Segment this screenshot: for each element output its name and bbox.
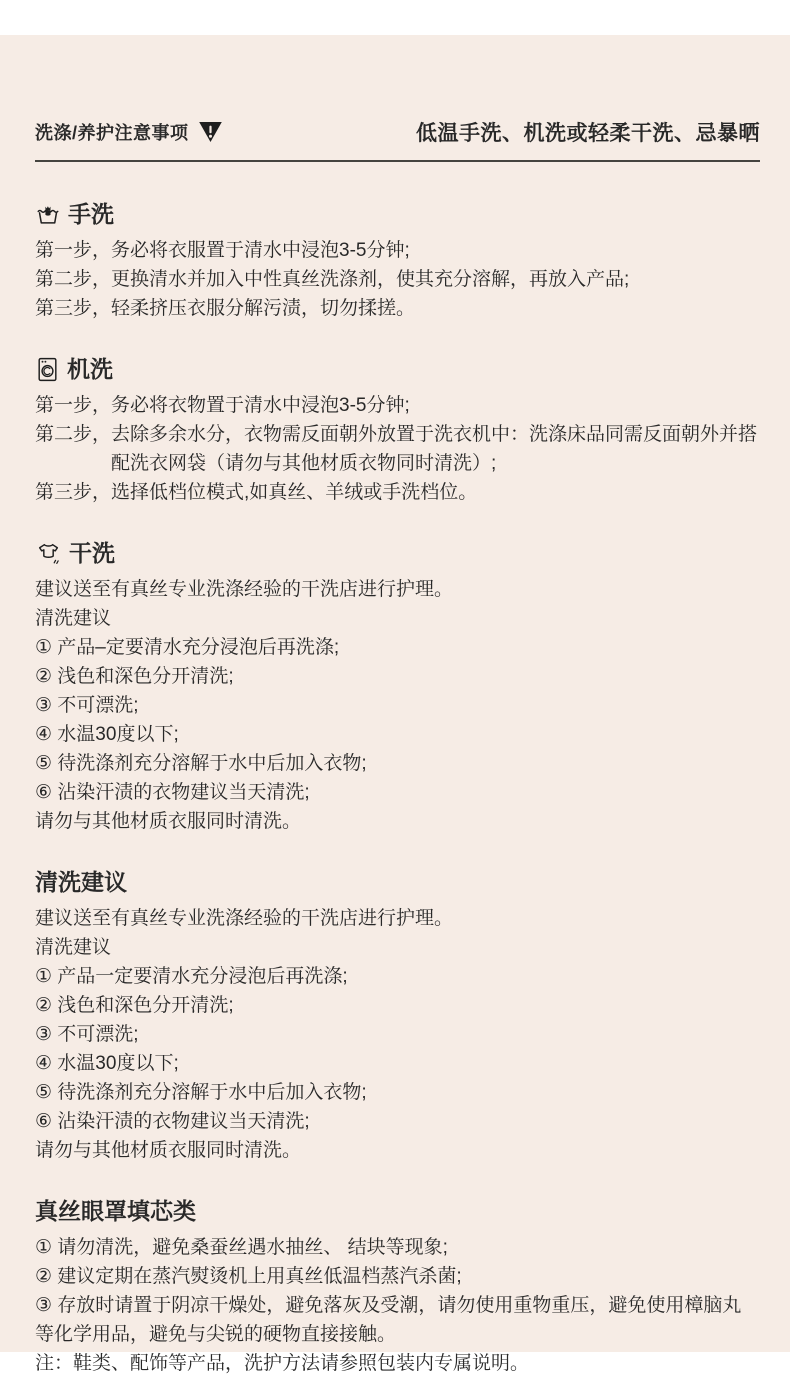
intro-text: 建议送至有真丝专业洗涤经验的干洗店进行护理。 (35, 579, 454, 600)
step-text: 务必将衣物置于清水中浸泡3-5分钟; (111, 395, 410, 416)
warning-triangle-icon (198, 121, 223, 143)
list-item: ② 浅色和深色分开清洗; (35, 666, 234, 687)
list-item: ① 产品一定要清水充分浸泡后再洗涤; (35, 966, 348, 987)
shirt-icon (35, 541, 62, 566)
header-left (35, 119, 223, 145)
list-item: ① 产品–定要清水充分浸泡后再洗涤; (35, 637, 340, 658)
note-text: 注：鞋类、配饰等产品，洗护方法请参照包装内专属说明。 (35, 1353, 530, 1374)
step-label: 第三步， (35, 298, 112, 319)
list-item: ⑥ 沾染汗渍的衣物建议当天清洗; (35, 1111, 310, 1132)
sub-heading: 清洗建议 (35, 608, 112, 629)
step-row (35, 478, 760, 507)
step-label: 第一步， (35, 240, 112, 261)
section-hand-wash (35, 200, 760, 323)
step-label: 第二步， (35, 424, 112, 445)
list-item: ③ 不可漂洗; (35, 1024, 139, 1045)
list-item: ③ 存放时请置于阴凉干燥处，避免落灰及受潮，请勿使用重物重压，避免使用樟脑丸等化学用品，避免与尖锐的硬物直接接触。 (35, 1295, 742, 1345)
intro-text: 建议送至有真丝专业洗涤经验的干洗店进行护理。 (35, 908, 454, 929)
step-row (35, 265, 760, 294)
section-title: 干洗 (69, 540, 115, 566)
care-instructions-panel (0, 35, 790, 1374)
dry-clean-heading (35, 539, 760, 567)
step-row (35, 236, 760, 265)
header-title: 洗涤/养护注意事项 (35, 123, 189, 143)
section-dry-clean (35, 539, 760, 836)
list-item: ⑥ 沾染汗渍的衣物建议当天清洗; (35, 782, 310, 803)
eye-mask-heading (35, 1197, 760, 1225)
step-row (35, 420, 760, 478)
step-label: 第一步， (35, 395, 112, 416)
list-item: ② 浅色和深色分开清洗; (35, 995, 234, 1016)
step-text: 务必将衣服置于清水中浸泡3-5分钟; (111, 240, 410, 261)
step-label: 第三步， (35, 482, 112, 503)
list-item: ⑤ 待洗涤剂充分溶解于水中后加入衣物; (35, 753, 367, 774)
header-divider (35, 160, 760, 162)
section-title: 真丝眼罩填芯类 (35, 1198, 196, 1224)
list-item: ④ 水温30度以下; (35, 724, 179, 745)
step-label: 第二步， (35, 269, 112, 290)
list-item: ⑤ 待洗涤剂充分溶解于水中后加入衣物; (35, 1082, 367, 1103)
step-row (35, 391, 760, 420)
step-text: 去除多余水分，衣物需反面朝外放置于洗衣机中：洗涤床品同需反面朝外并搭配洗衣网袋（请勿与其他材质衣物同时清洗）; (111, 424, 758, 474)
hand-wash-basin-icon (35, 201, 61, 227)
list-item: ③ 不可漂洗; (35, 695, 139, 716)
sub-heading: 清洗建议 (35, 937, 112, 958)
washing-machine-icon (35, 356, 60, 383)
section-title: 手洗 (68, 201, 114, 227)
header (35, 117, 760, 147)
hand-wash-heading (35, 200, 760, 228)
wash-advice-heading (35, 868, 760, 896)
step-text: 轻柔挤压衣服分解污渍，切勿揉搓。 (111, 298, 416, 319)
section-wash-advice (35, 868, 760, 1165)
header-subtitle: 低温手洗、机洗或轻柔干洗、忌暴晒 (416, 122, 760, 145)
footer-text: 请勿与其他材质衣服同时清洗。 (35, 811, 302, 832)
section-title: 机洗 (67, 356, 113, 382)
section-title: 清洗建议 (35, 869, 127, 895)
list-item: ② 建议定期在蒸汽熨烫机上用真丝低温档蒸汽杀菌; (35, 1266, 462, 1287)
section-eye-mask (35, 1197, 760, 1378)
list-item: ① 请勿清洗，避免桑蚕丝遇水抽丝、 结块等现象; (35, 1237, 448, 1258)
footer-text: 请勿与其他材质衣服同时清洗。 (35, 1140, 302, 1161)
list-item: ④ 水温30度以下; (35, 1053, 179, 1074)
step-row (35, 294, 760, 323)
machine-wash-heading (35, 355, 760, 383)
step-text: 更换清水并加入中性真丝洗涤剂，使其充分溶解，再放入产品; (111, 269, 630, 290)
step-text: 选择低档位模式,如真丝、羊绒或手洗档位。 (111, 482, 478, 503)
section-machine-wash (35, 355, 760, 507)
